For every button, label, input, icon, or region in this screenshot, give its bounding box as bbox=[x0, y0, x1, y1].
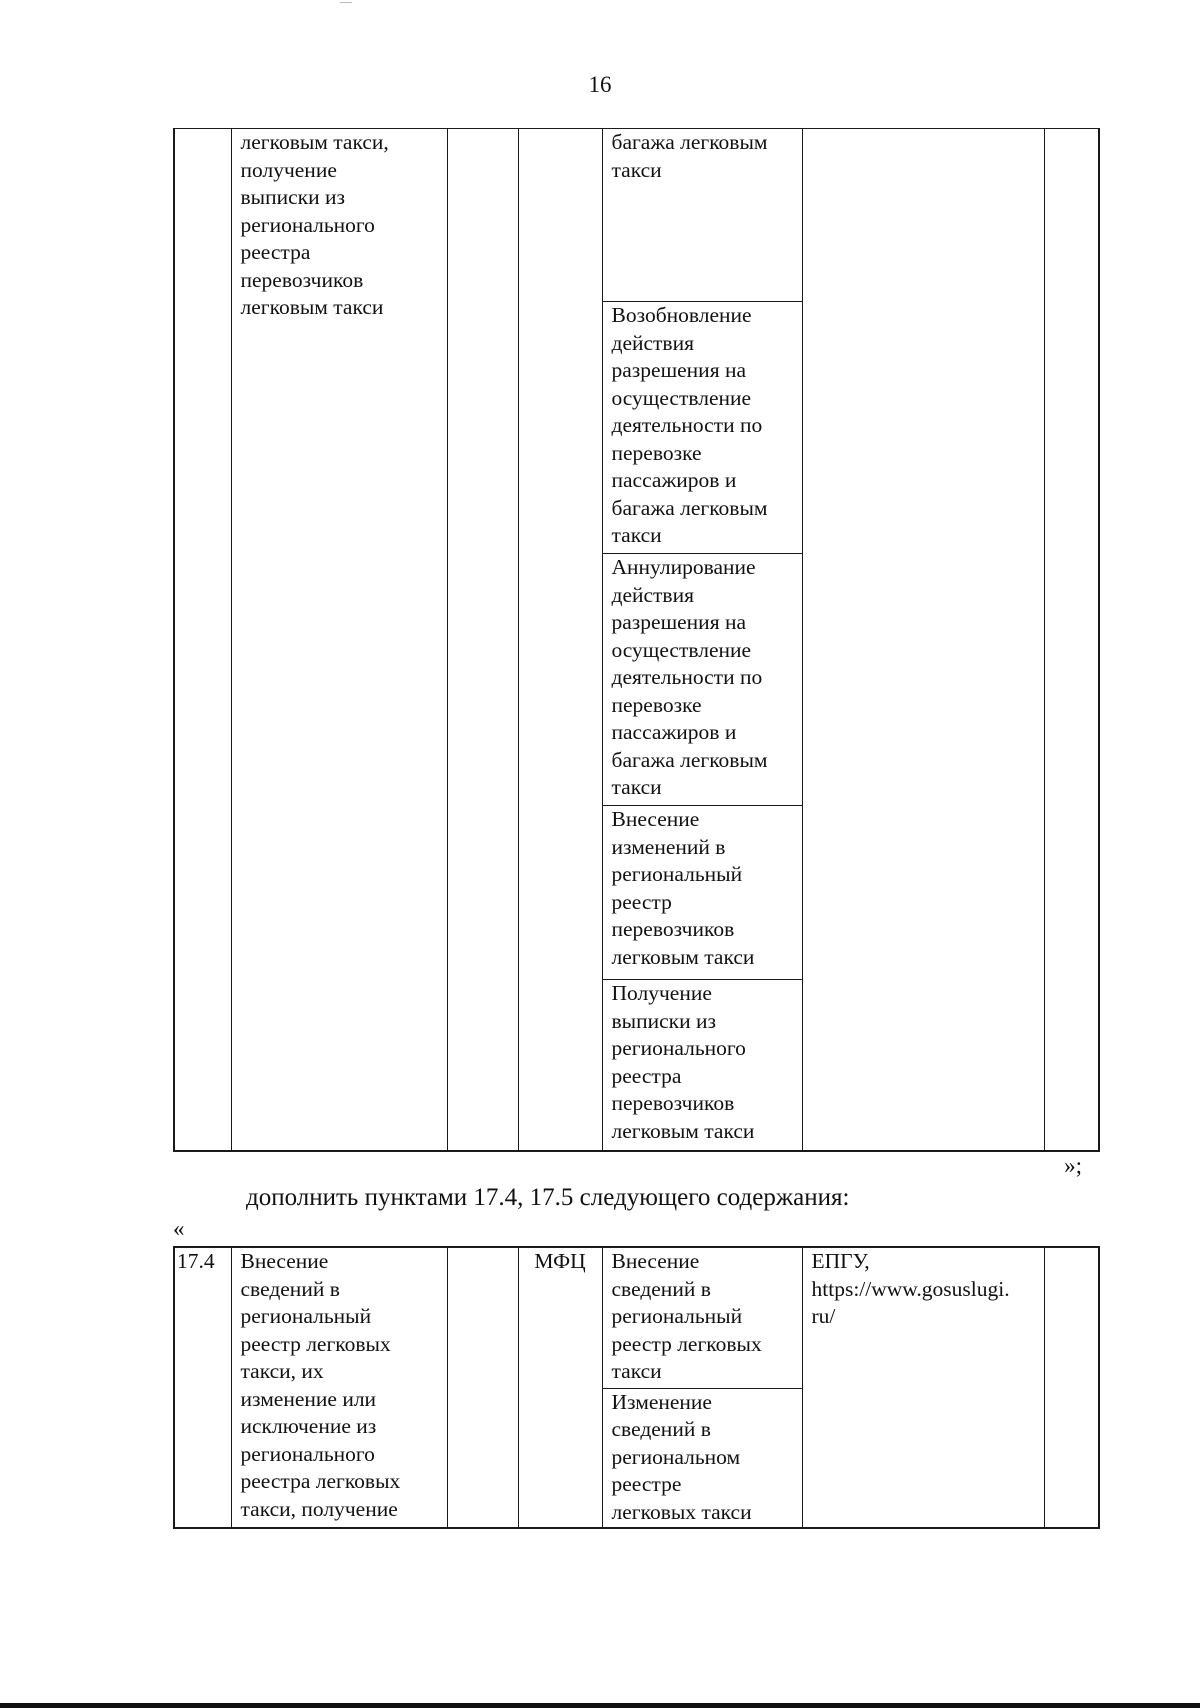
empty-cell bbox=[447, 129, 518, 1151]
service-name-cell: Внесение сведений в региональный реестр легковых такси, их изменение или исключение из регионального реестра легковых такси, получение bbox=[231, 1247, 447, 1528]
subservice-cell: Получение выписки из регионального реестра перевозчиков легковым такси bbox=[602, 980, 802, 1151]
closing-quote: »; bbox=[1064, 1153, 1082, 1178]
subservice-cell: Изменение сведений в региональном реестре легковых такси bbox=[602, 1388, 802, 1528]
subservice-cell: багажа легковым такси bbox=[602, 129, 802, 302]
services-table-continued bbox=[173, 128, 1100, 1152]
organization-cell: МФЦ bbox=[518, 1247, 602, 1528]
empty-cell bbox=[1044, 1247, 1099, 1528]
empty-cell bbox=[1044, 129, 1099, 1151]
row-number-cell bbox=[174, 129, 231, 1151]
service-name-cell: легковым такси, получение выписки из регионального реестра перевозчиков легковым такси bbox=[231, 129, 447, 1151]
services-table-new-items bbox=[173, 1246, 1100, 1529]
subservice-cell: Аннулирование действия разрешения на осуществление деятельности по перевозке пассажиров и багажа легковым такси bbox=[602, 554, 802, 806]
empty-cell bbox=[447, 1247, 518, 1528]
organization-cell bbox=[518, 129, 602, 1151]
scan-edge bbox=[0, 1703, 1200, 1708]
page-number: 16 bbox=[588, 72, 612, 97]
intro-text: дополнить пунктами 17.4, 17.5 следующего содержания: bbox=[246, 1184, 850, 1211]
subservice-cell: Внесение изменений в региональный реестр перевозчиков легковым такси bbox=[602, 806, 802, 980]
portal-cell bbox=[802, 129, 1044, 1151]
subservice-cell: Внесение сведений в региональный реестр легковых такси bbox=[602, 1247, 802, 1388]
opening-quote: « bbox=[173, 1216, 185, 1241]
subservice-cell: Возобновление действия разрешения на осуществление деятельности по перевозке пассажиров и багажа легковым такси bbox=[602, 302, 802, 554]
portal-cell: ЕПГУ, https://www.gosuslugi. ru/ bbox=[802, 1247, 1044, 1528]
row-number-cell: 17.4 bbox=[174, 1247, 231, 1528]
scan-artifact bbox=[340, 2, 352, 3]
